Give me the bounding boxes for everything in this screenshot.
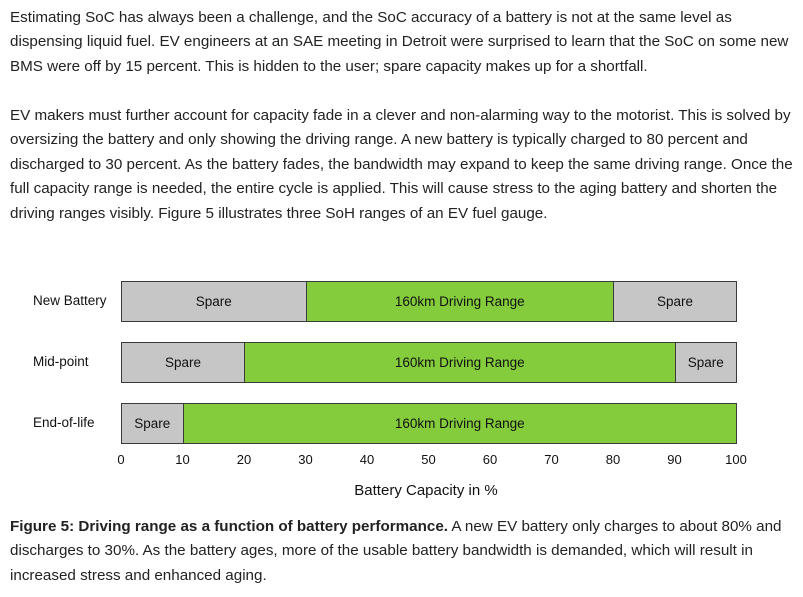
x-tick-label: 40 — [359, 452, 375, 467]
spare-capacity-bar — [121, 403, 184, 444]
x-tick-label: 90 — [667, 452, 682, 467]
bar-label: 160km Driving Range — [394, 355, 525, 370]
bar-label: Spare — [656, 294, 694, 309]
row-label: End-of-life — [33, 415, 95, 430]
paragraph-capacity-fade: EV makers must further account for capacity fade in a clever and non-alarming way to the motorist. This is solved by oversizing the battery and only showing the driving range. A new battery is typically charged to 80 percent and discharged to 30 percent. As the battery fades, the bandwidth may expand to keep the same driving range. Once the full capacity range is needed, the entire cycle is applied. This will cause stress to the aging battery and shorten the driving ranges visibly. Figure 5 illustrates three SoH ranges of an EV fuel gauge. — [10, 107, 793, 222]
x-tick-label: 20 — [236, 452, 252, 467]
bar-label: Spare — [195, 294, 232, 309]
driving-range-bar — [306, 281, 615, 322]
x-tick-label: 70 — [544, 452, 559, 467]
caption-text: A new EV battery only charges to about 80% and discharges to 30%. As the battery ages, more of the usable battery bandwidth is demanded, which will result in increased stress and enhanced aging. — [10, 518, 782, 584]
spare-capacity-bar — [675, 342, 738, 383]
spare-capacity-bar — [613, 281, 737, 322]
x-tick-label: 100 — [725, 452, 747, 467]
x-tick-label: 10 — [175, 452, 190, 467]
bar-label: Spare — [164, 355, 202, 370]
bar-label: Spare — [687, 355, 724, 370]
x-axis-label: Battery Capacity in % — [354, 482, 498, 499]
driving-range-bar — [244, 342, 676, 383]
spare-capacity-bar — [121, 281, 307, 322]
figure-caption — [10, 515, 795, 588]
x-tick-label: 60 — [482, 452, 498, 467]
row-label: Mid-point — [33, 354, 89, 369]
x-tick-label: 0 — [117, 452, 125, 467]
x-tick-label: 80 — [605, 452, 621, 467]
driving-range-bar — [183, 403, 738, 444]
bar-label: 160km Driving Range — [394, 294, 525, 309]
caption-title: Figure 5: Driving range as a function of battery performance. — [10, 518, 448, 535]
paragraph-soc-accuracy: Estimating SoC has always been a challenge, and the SoC accuracy of a battery is not at the same level as dispensing liquid fuel. EV engineers at an SAE meeting in Detroit were surprised to learn that the SoC on some new BMS were off by 15 percent. This is hidden to the user; spare capacity makes up for a shortfall. — [10, 9, 789, 75]
x-tick-label: 50 — [421, 452, 436, 467]
bar-label: 160km Driving Range — [394, 416, 525, 431]
x-tick-label: 30 — [298, 452, 313, 467]
bar-label: Spare — [134, 416, 171, 431]
row-label: New Battery — [33, 293, 107, 308]
spare-capacity-bar — [121, 342, 245, 383]
